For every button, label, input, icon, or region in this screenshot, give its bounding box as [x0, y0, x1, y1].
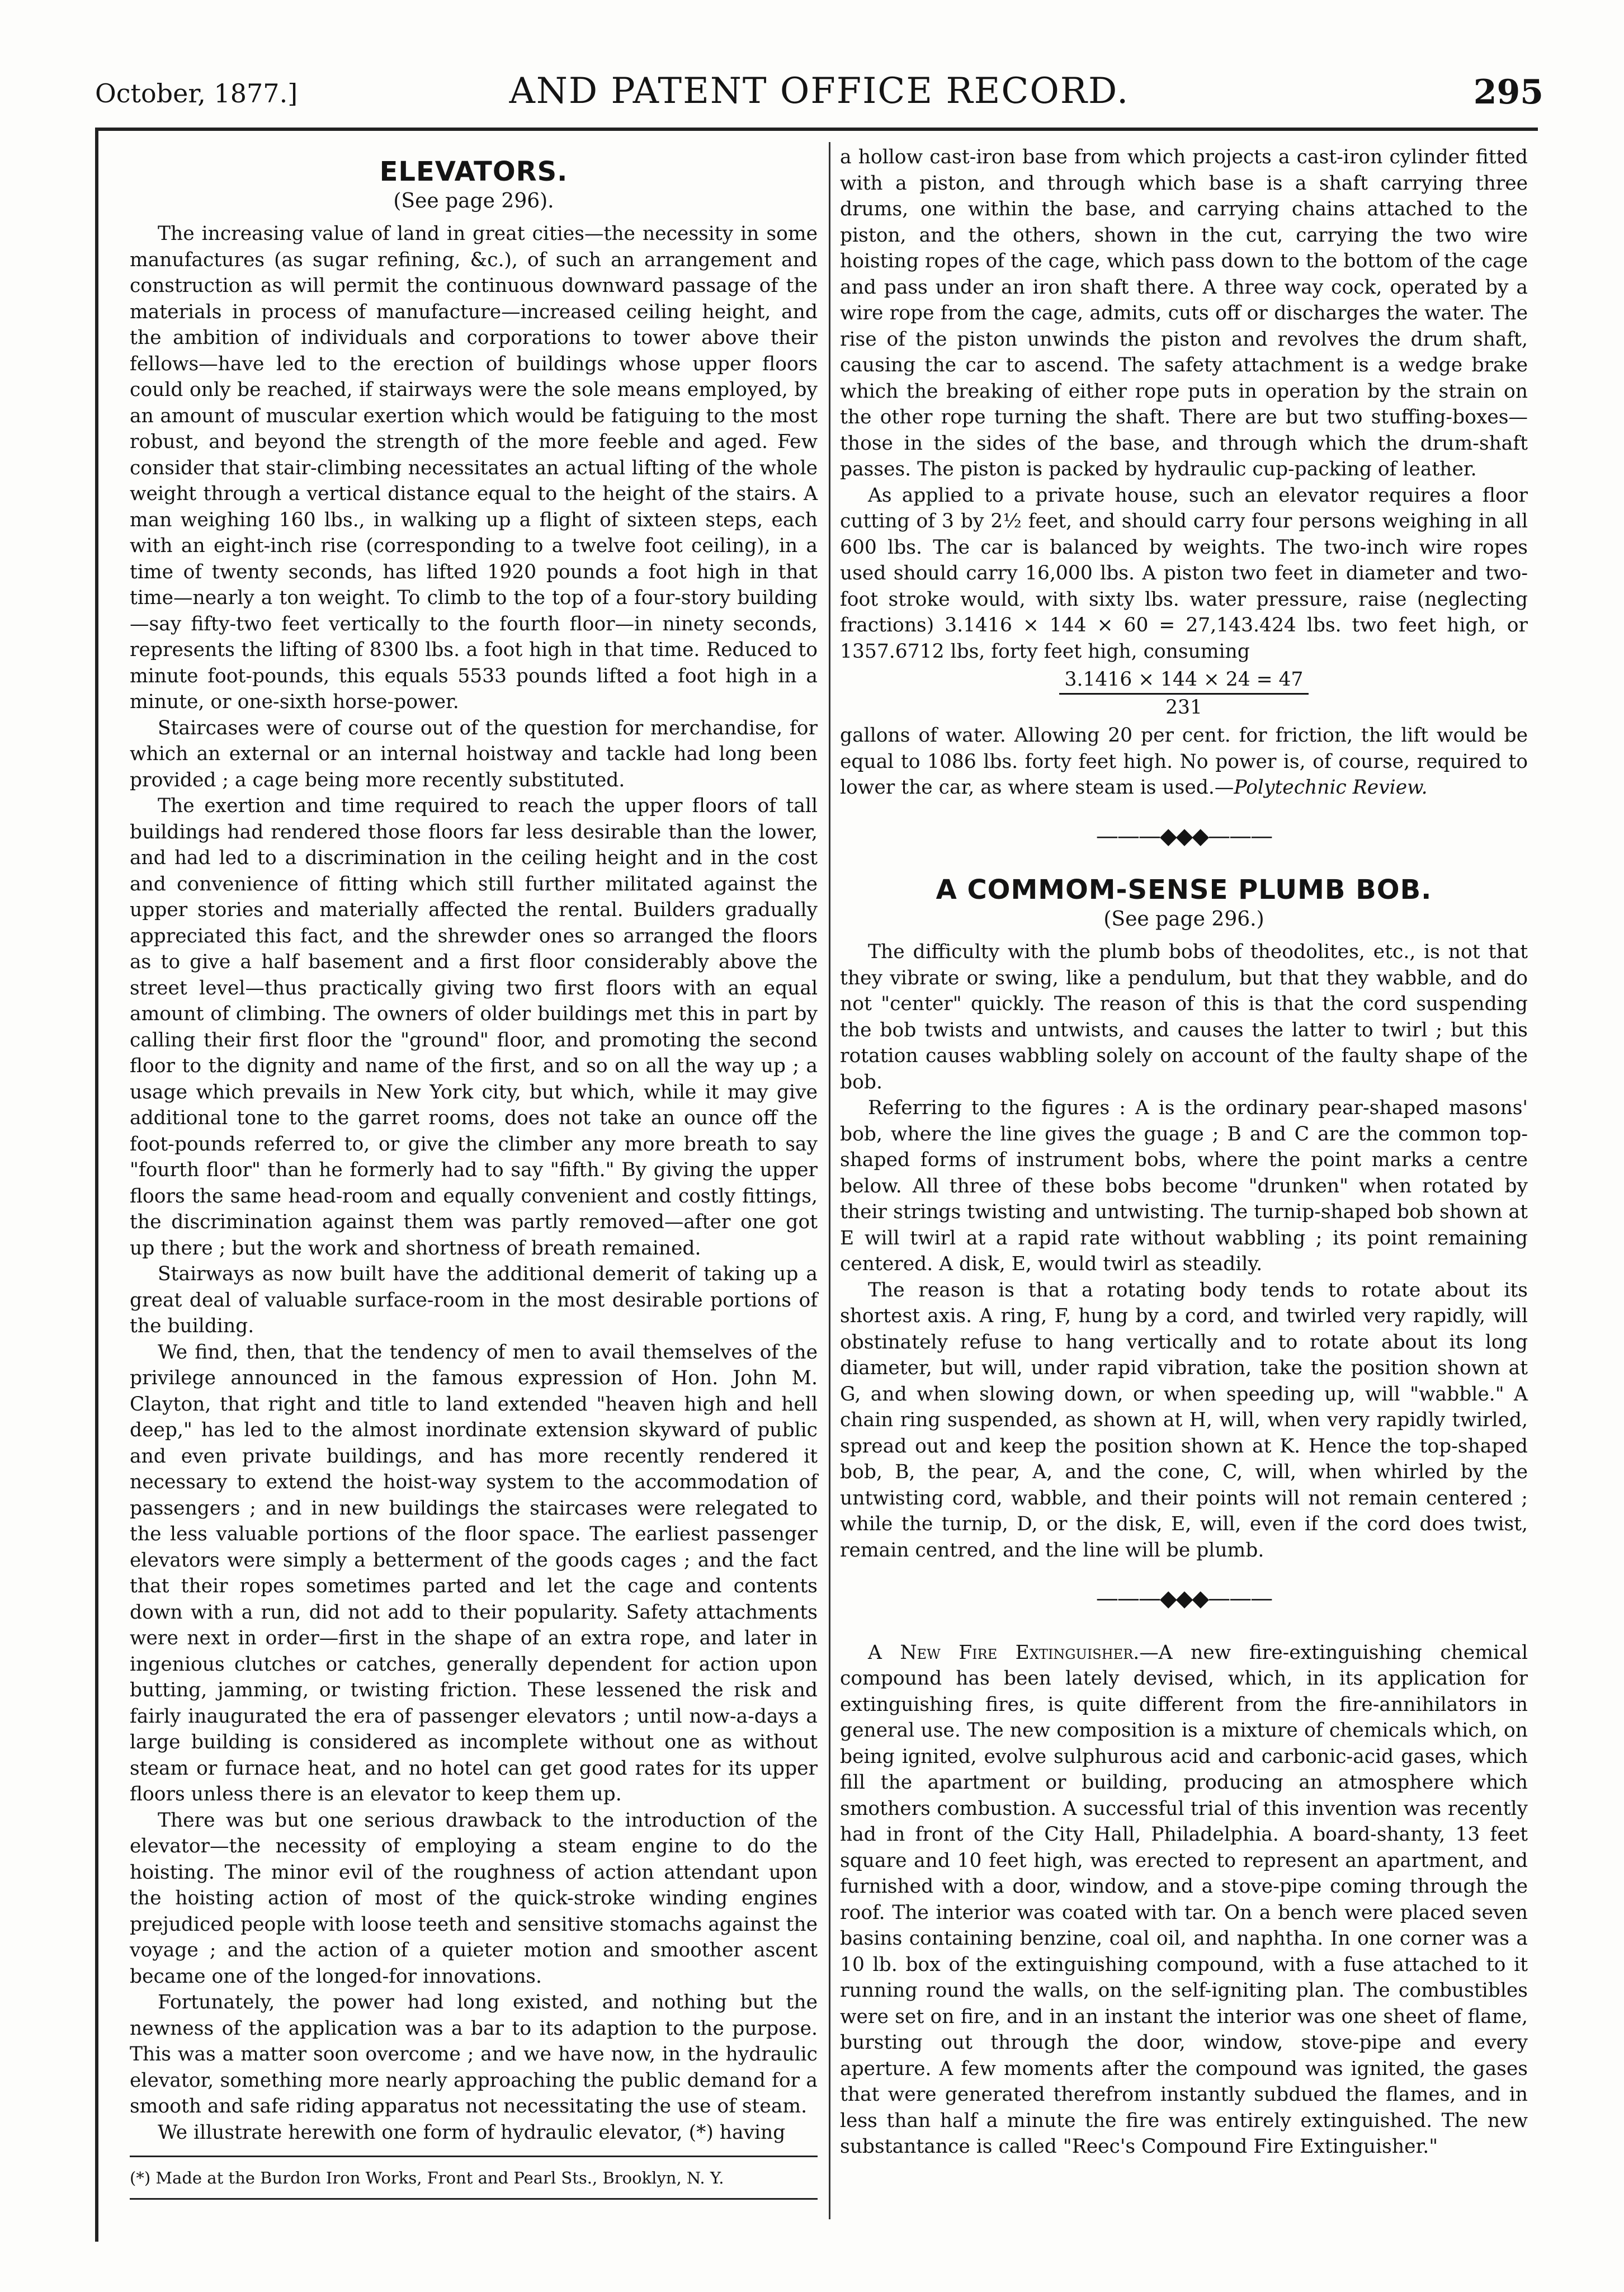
- elevators-see-page: (See page 296).: [393, 189, 554, 213]
- fire-extinguisher-lead: A New Fire Extinguisher.: [868, 1641, 1140, 1664]
- elevators-paragraph: We illustrate herewith one form of hydraulic elevator, (*) having: [158, 2121, 786, 2144]
- section-ornament: ———◆◆◆———: [1096, 823, 1272, 849]
- right-column: [840, 144, 1528, 2160]
- elevators-closing-text: gallons of water. Allowing 20 per cent. for friction, the lift would be equal to 1086 lbs. forty feet high. No power is, of course, required to lower the car, as where steam is used.—: [840, 724, 1528, 799]
- fire-extinguisher-text: —A new fire-extinguishing chemical compound has been lately devised, which, in its application for extinguishing fires, is quite different from the fire-annihilators in general use. The new composition is a mixture of chemicals which, on being ignited, evolve sulphurous acid and carbonic-acid gases, which fill the apartment or building, producing an atmosphere which smothers combustion. A successful trial of this invention was recently had in front of the City Hall, Philadelphia. A board-shanty, 13 feet square and 10 feet high, was erected to represent an apartment, and furnished with a door, window, and a stove-pipe coming through the roof. The interior was coated with tar. On a bench were placed seven basins containing benzine, coal oil, and naphtha. In one corner was a 10 lb. box of the extinguishing compound, with a fuse attached to it running round the walls, on the self-igniting plan. The combustibles were set on fire, and in an instant the interior was one sheet of flame, bursting out through the door, window, stove-pipe and every aperture. A few moments after the compound was ignited, the gases that were generated therefrom instantly subdued the flames, and in less than half a minute the fire was entirely extinguished. The new substantance is called "Reec's Compound Fire Extinguisher.": [840, 1641, 1528, 2158]
- footnote-rule: [130, 2198, 818, 2200]
- running-header: [95, 66, 1543, 116]
- plumb-bob-paragraph: The reason is that a rotating body tends to rotate about its shortest axis. A ring, F, hung by a cord, and twirled very rapidly, will obstinately refuse to hang vertically and to rotate about its long diameter, but will, under rapid vibration, take the position shown at G, and when slowing down, or when speeding up, will "wabble." A chain ring suspended, as shown at H, will, when very rapidly twirled, spread out and keep the position shown at K. Hence the top-shaped bob, B, the pear, A, and the cone, C, will, when whirled by the untwisting cord, wabble, and their points will not remain centered ; while the turnip, D, or the disk, E, will, even if the cord does twist, remain centred, and the line will be plumb.: [840, 1279, 1528, 1562]
- plumb-bob-paragraph: Referring to the figures : A is the ordinary pear-shaped masons' bob, where the line gives the guage ; B and C are the common top-shaped forms of instrument bobs, where the point marks a centre below. All three of these bobs become "drunken" when rotated by their strings twisting and untwisting. The turnip-shaped bob shown at E will twirl at a rapid rate without wabbling ; its point remaining centered. A disk, E, would twirl as steadily.: [840, 1097, 1528, 1275]
- elevators-title: ELEVATORS.: [379, 156, 568, 187]
- elevators-paragraph: Stairways as now built have the additional demerit of taking up a great deal of valuable surface-room in the most desirable portions of the building.: [130, 1263, 818, 1337]
- elevators-paragraph: We find, then, that the tendency of men to avail themselves of the privilege announced in the famous expression of Hon. John M. Clayton, that right and title to land extended "heaven high and hell deep," has led to the almost inordinate extension skyward of public and even private buildings, and has more recently rendered it necessary to extend the hoist-way system to the accommodation of passengers ; and in new buildings the staircases were relegated to the less valuable portions of the floor space. The earliest passenger elevators were simply a betterment of the goods cages ; and the fact that their ropes sometimes parted and let the cage and contents down with a run, did not add to their popularity. Safety attachments were next in order—first in the shape of an extra rope, and later in ingenious clutches or catches, generally dependent for action upon butting, jamming, or twisting friction. These lessened the risk and fairly inaugurated the era of passenger elevators ; until now-a-days a large building is considered as incomplete without one as without steam or furnace heat, and no hotel can get good rates for its upper floors unless there is an elevator to keep them up.: [130, 1341, 818, 1805]
- formula: [840, 667, 1528, 720]
- plumb-bob-see-page: (See page 296.): [1103, 907, 1264, 931]
- elevators-continued-paragraph: As applied to a private house, such an elevator requires a floor cutting of 3 by 2½ feet, and should carry four persons weighing in all 600 lbs. The car is balanced by weights. The two-inch wire ropes used should carry 16,000 lbs. A piston two feet in diameter and two-foot stroke would, with sixty lbs. water pressure, raise (neglecting fractions) 3.1416 × 144 × 60 = 27,143.424 lbs. two feet high, or 1357.6712 lbs, forty feet high, consuming: [840, 484, 1528, 663]
- header-title: AND PATENT OFFICE RECORD.: [509, 70, 1130, 112]
- elevators-paragraph: Staircases were of course out of the question for merchandise, for which an external or an internal hoistway and tackle had long been provided ; a cage being more recently substituted.: [130, 716, 818, 791]
- plumb-bob-title: A COMMOM-SENSE PLUMB BOB.: [936, 874, 1432, 906]
- elevators-paragraph: The exertion and time required to reach the upper floors of tall buildings had rendered those floors far less desirable than the lower, and had led to a discrimination in the ceiling height and in the cost and convenience of fitting which still further militated against the upper stories and materially affected the rental. Builders gradually appreciated this fact, and the shrewder ones so arranged the floors as to give a half basement and a first floor considerably above the street level—thus practically giving two first floors with an equal amount of climbing. The owners of older buildings met this in part by calling their first floor the "ground" floor, and promoting the second floor to the dignity and name of the first, and so on all the way up ; a usage which prevails in New York city, but which, while it may give additional tone to the garret rooms, does not take an ounce off the foot-pounds referred to, or give the climber any more breath to say "fourth floor" than he formerly had to say "fifth." By giving the upper floors the same head-room and equally convenient and costly fittings, the discrimination against them was partly removed—after one got up there ; but the work and shortness of breath remained.: [130, 795, 818, 1260]
- elevators-continued-paragraph: a hollow cast-iron base from which projects a cast-iron cylinder fitted with a piston, and through which base is a shaft carrying three drums, one within the base, and carrying chains attached to the piston, and the others, shown in the cut, carrying the two wire hoisting ropes of the cage, which pass down to the bottom of the cage and pass under an iron shaft there. A three way cock, operated by a wire rope from the cage, admits, cuts off or discharges the water. The rise of the piston unwinds the piston and revolves the drum shaft, causing the car to ascend. The safety attachment is a wedge brake which the breaking of either rope puts in operation by the strain on the other rope turning the shaft. There are but two stuffing-boxes—those in the sides of the base, and through which the drum-shaft passes. The piston is packed by hydraulic cup-packing of leather.: [840, 146, 1528, 480]
- footnote: (*) Made at the Burdon Iron Works, Front and Pearl Sts., Brooklyn, N. Y.: [130, 2156, 818, 2191]
- elevators-paragraph: There was but one serious drawback to the introduction of the elevator—the necessity of employing a steam engine to do the hoisting. The minor evil of the roughness of action attendant upon the hoisting action of most of the quick-stroke winding engines prejudiced people with loose teeth and sensitive stomachs against the voyage ; and the action of a quieter motion and smoother ascent became one of the longed-for innovations.: [130, 1809, 818, 1988]
- elevators-paragraph: Fortunately, the power had long existed, and nothing but the newness of the application was a bar to its adaption to the purpose. This was a matter soon overcome ; and we have now, in the hydraulic elevator, something more nearly approaching the public demand for a smooth and safe riding apparatus not necessitating the use of steam.: [130, 1991, 818, 2117]
- formula-denominator: 231: [1165, 696, 1202, 719]
- fire-extinguisher-paragraph: [840, 1640, 1528, 2160]
- left-column: [130, 144, 818, 2200]
- section-ornament: ———◆◆◆———: [1096, 1586, 1272, 1611]
- plumb-bob-paragraph: The difficulty with the plumb bobs of theodolites, etc., is not that they vibrate or swing, like a pendulum, but that they wabble, and do not "center" quickly. The reason of this is that the cord suspending the bob twists and untwists, and causes the latter to twirl ; but this rotation causes wabbling solely on account of the faulty shape of the bob.: [840, 941, 1528, 1093]
- elevators-paragraph: The increasing value of land in great cities—the necessity in some manufactures (as sugar refining, &c.), of such an arrangement and construction as will permit the continuous downward passage of the materials in process of manufacture—increased ceiling height, and the ambition of individuals and corporations to tower above their fellows—have led to the erection of buildings whose upper floors could only be reached, if stairways were the sole means employed, by an amount of muscular exertion which would be fatiguing to the most robust, and beyond the strength of the more feeble and aged. Few consider that stair-climbing necessitates an actual lifting of the whole weight through a vertical distance equal to the height of the stairs. A man weighing 160 lbs., in walking up a flight of sixteen steps, each with an eight-inch rise (corresponding to a twelve foot ceiling), in a time of twenty seconds, has lifted 1920 pounds a foot high in that time—nearly a ton weight. To climb to the top of a four-story building—say fifty-two feet vertically to the fourth floor—in ninety seconds, represents the lifting of 8300 lbs. a foot high in that time. Reduced to minute foot-pounds, this equals 5533 pounds lifted a foot high in a minute, or one-sixth horse-power.: [130, 223, 818, 713]
- column-divider: [829, 142, 830, 2219]
- page-number: 295: [1473, 73, 1543, 112]
- elevators-closing: [840, 723, 1528, 801]
- page-frame: [95, 128, 1538, 2242]
- elevators-source: Polytechnic Review.: [1234, 776, 1428, 799]
- header-date: October, 1877.]: [95, 78, 298, 109]
- formula-numerator: 3.1416 × 144 × 24 = 47: [1059, 667, 1309, 695]
